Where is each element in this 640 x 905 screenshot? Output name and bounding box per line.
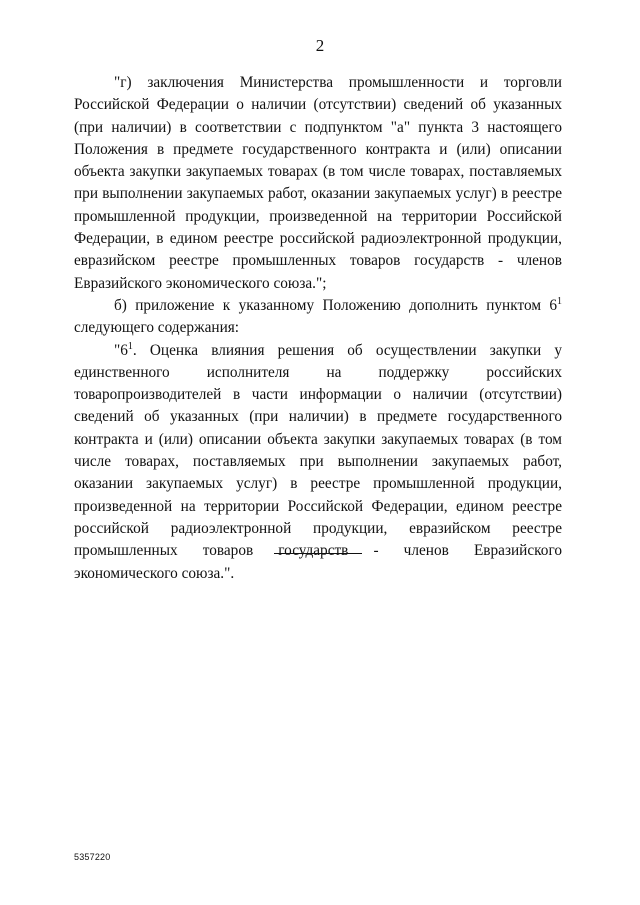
- end-separator-line: [274, 553, 362, 554]
- document-body: [74, 72, 562, 585]
- paragraph-6-1-superscript: 1: [127, 340, 133, 352]
- paragraph-g-conclusions: "г) заключения Министерства промышленности и торговли Российской Федерации о наличии (отсутствии) сведений об указанных (при наличии) в соответствии с подпунктом "а" пункта 3 настоящего Положения в предмете государственного контракта и (или) описании объекта закупки закупаемых товарах (в том числе товарах, поставляемых при выполнении закупаемых работ, оказании закупаемых услуг) в реестре промышленной продукции, произведенной на территории Российской Федерации, в едином реестре российской радиоэлектронной продукции, евразийском реестре промышленных товаров государств - членов Евразийского экономического союза.";: [74, 74, 562, 292]
- paragraph-6-1-lead: "6: [114, 341, 128, 359]
- paragraph-b-tail: следующего содержания:: [74, 319, 240, 337]
- document-code: 5357220: [74, 852, 111, 862]
- paragraph-6-1-text: . Оценка влияния решения об осуществлении закупки у единственного исполнителя на поддержку российских товаропроизводителей в части информации о наличии (отсутствии) сведений об указанных (при наличии) в предмете государственного контракта и (или) описании объекта закупки закупаемых товарах (в том числе товарах, поставляемых при выполнении закупаемых работ, оказании закупаемых услуг) в реестре промышленной продукции, произведенной на территории Российской Федерации, едином реестре российской радиоэлектронной продукции, евразийском реестре промышленных товаров государств - членов Евразийского экономического союза.".: [74, 341, 562, 582]
- paragraph-6-1-assessment: [74, 340, 562, 585]
- page-number: 2: [315, 36, 325, 55]
- paragraph-b-text: б) приложение к указанному Положению дополнить пунктом 6: [114, 296, 557, 314]
- paragraph-b-superscript: 1: [557, 295, 562, 307]
- paragraph-b-appendix: [74, 295, 562, 340]
